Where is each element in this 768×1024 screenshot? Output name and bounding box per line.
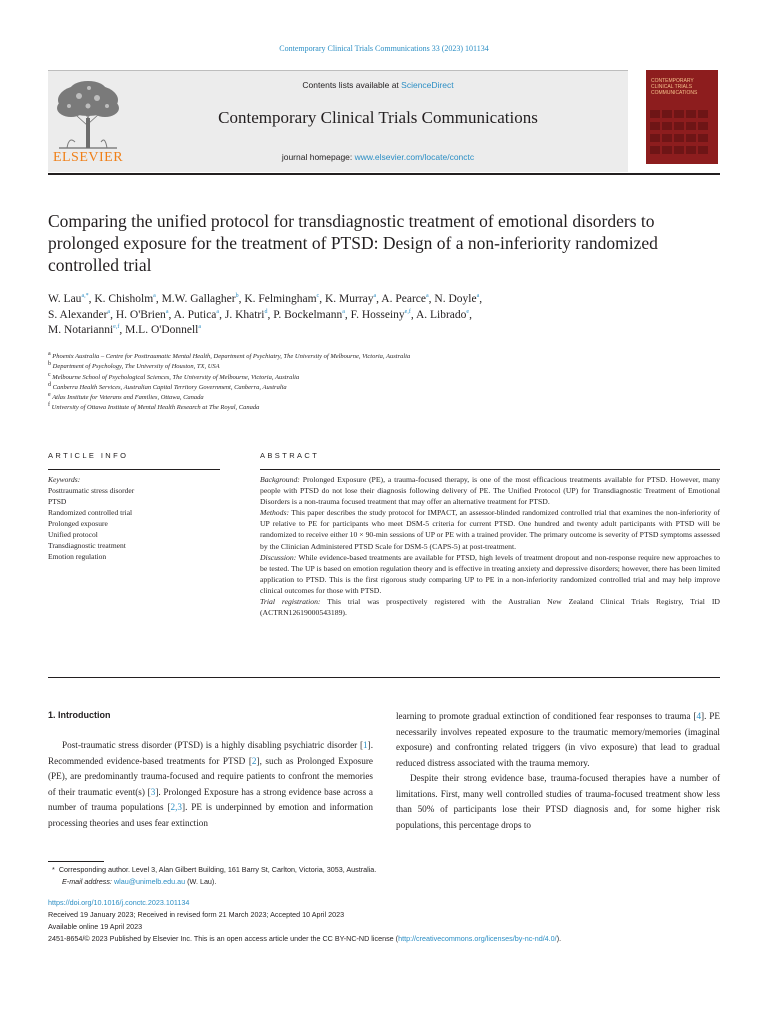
paragraph-text: learning to promote gradual extinction of conditioned fear responses to trauma [ — [396, 711, 697, 721]
keyword-item: PTSD — [48, 497, 67, 506]
affiliation-item — [48, 393, 728, 403]
corresponding-marker: * — [52, 865, 55, 874]
abstract-section-text: This paper describes the study protocol for IMPACT, an assessor-blinded randomized controlled trial that examines the non-inferiority of UP relative to PE for participants who meet DSM-5 criteria for current PTSD. One hundred and twenty adult participants with PTSD will be randomized to receive either 10 × 90-min sessions of UP or PE with a trained provider. The primary outcome is severity of PTSD symptoms assessed by the Clinician Administered PTSD Scale for DSM-5 (CAPS-5) at post-treatment. — [260, 508, 720, 551]
abstract-section — [260, 552, 720, 596]
article-title: Comparing the unified protocol for transdiagnostic treatment of emotional disorders to prolonged exposure for the treatment of PTSD: Design of a non-inferiority randomized controlled trial — [48, 211, 658, 275]
author-affiliation-marker[interactable]: a — [476, 293, 480, 300]
sciencedirect-link[interactable]: ScienceDirect — [401, 80, 454, 90]
author-name[interactable]: A. Librado — [415, 308, 467, 321]
abstract-section-text: While evidence-based treatments are available for PTSD, high levels of treatment dropout and non-response require new approaches to be tested. The UP is based on emotion regulation theory and is effective in treating anxiety and depressive disorders; however, there has been limited application to PTSD. This is the first rigorous study comparing UP to PE in a non-inferiority randomized controlled trial and may help improve clinical outcomes for those with PTSD. — [260, 552, 720, 595]
contents-availability — [130, 80, 626, 90]
abstract-divider — [260, 469, 720, 470]
author-line — [48, 292, 728, 308]
author-name[interactable]: H. O'Brien — [115, 308, 166, 321]
intro-right-column — [396, 709, 720, 833]
cover-title-line: COMMUNICATIONS — [651, 90, 698, 96]
author-name[interactable]: M. Notarianni — [48, 324, 114, 336]
available-online: Available online 19 April 2023 — [48, 922, 143, 931]
affiliation-item — [48, 373, 728, 383]
paragraph-text: ]. Prolonged Exposure has a strong evidence base across a number of trauma populations [ — [48, 786, 373, 812]
author-separator: , — [238, 293, 245, 305]
elsevier-tree-logo — [49, 78, 127, 150]
author-name[interactable]: M.W. Gallagher — [161, 293, 236, 305]
paragraph-text: ]. PE necessarily involves repeated exposure to the traumatic memory/memories (imaginal exposure) and confronting related triggers (in vivo exposure) that lead to gradual reduced distress associated with the trauma memory. — [396, 711, 720, 768]
license-suffix: ). — [556, 934, 562, 943]
intro-paragraph-2: Despite their strong evidence base, trauma-focused therapies have a number of limitations. First, many well controlled studies of trauma-focused treatment show less than 50% of participants lose their PTSD diagnosis and, for some higher risk populations, this percentage drops to — [396, 773, 720, 830]
cover-title-line: CLINICAL TRIALS — [651, 84, 693, 90]
author-affiliation-marker[interactable]: a — [426, 293, 429, 300]
author-separator: , — [110, 308, 116, 321]
keyword-item: Transdiagnostic treatment — [48, 541, 126, 550]
corresponding-author-text: Corresponding author. Level 3, Alan Gilbert Building, 161 Barry St, Carlton, Victoria, 3053, Australia. — [58, 865, 377, 874]
license-prefix: 2451-8654/© 2023 Published by Elsevier Inc. This is an open access article under the CC BY-NC-ND license ( — [48, 934, 399, 943]
author-name[interactable]: K. Murray — [324, 293, 374, 305]
author-affiliation-marker[interactable]: a — [107, 308, 111, 315]
author-affiliation-marker[interactable]: e — [466, 308, 470, 315]
author-affiliation-marker[interactable]: c — [316, 293, 320, 300]
footnote-divider — [48, 861, 104, 862]
author-name[interactable]: S. Alexander — [48, 308, 108, 321]
intro-paragraph-continued — [396, 709, 720, 771]
section-heading-introduction: 1. Introduction — [48, 710, 111, 720]
paragraph-text: Post-traumatic stress disorder (PTSD) is a highly disabling psychiatric disorder [ — [62, 740, 364, 750]
corresponding-author-note — [52, 864, 720, 876]
abstract-section-text: Prolonged Exposure (PE), a trauma-focused therapy, is one of the most efficacious treatments available for PTSD. However, many people with PTSD do not lose their diagnosis following delivery of PE. The Unified Protocol (UP) for Transdiagnostic Treatment of Emotional Disorders is a non-trauma focused treatment that may offer an alternative treatment for PTSD. — [260, 475, 720, 507]
journal-title: Contemporary Clinical Trials Communications — [218, 108, 538, 127]
intro-paragraph-1 — [48, 738, 373, 831]
author-separator: , — [410, 308, 416, 321]
citation-link[interactable]: 2,3 — [170, 802, 183, 812]
author-separator: , — [319, 293, 325, 305]
author-separator: , — [479, 293, 483, 305]
journal-cover-image — [646, 70, 718, 164]
affiliation-text: Phoenix Australia – Centre for Posttraumatic Mental Health, Department of Psychiatry, The University of Melbourne, Victoria, Australia — [52, 353, 411, 360]
affiliations-list — [48, 352, 728, 414]
affiliation-item — [48, 403, 728, 413]
author-affiliation-marker[interactable]: a — [153, 293, 156, 300]
abstract-section-text: This trial was prospectively registered with the Australian New Zealand Clinical Trials Registry, Trial ID (ACTRN12619000543189). — [260, 597, 720, 618]
received-dates: Received 19 January 2023; Received in revised form 21 March 2023; Accepted 10 April 2023 — [48, 910, 345, 919]
author-affiliation-marker[interactable]: a — [342, 308, 345, 315]
citation-link[interactable]: 1 — [363, 740, 368, 750]
journal-reference-link[interactable]: Contemporary Clinical Trials Communications 33 (2023) 101134 — [279, 44, 489, 53]
author-affiliation-marker[interactable]: a — [198, 324, 202, 331]
author-name[interactable]: N. Doyle — [434, 293, 477, 305]
author-name[interactable]: J. Khatri — [224, 308, 265, 321]
email-note — [52, 876, 720, 888]
citation-link[interactable]: 2 — [251, 755, 257, 766]
affiliation-item — [48, 362, 728, 372]
affiliation-item — [48, 352, 728, 362]
author-separator: , — [88, 293, 95, 305]
paragraph-text: ]. PE is underpinned by emotion and information processing theories and uses fear extinction — [48, 802, 373, 828]
author-separator: , — [168, 308, 174, 321]
affiliation-item — [48, 383, 728, 393]
author-separator: , — [119, 324, 126, 336]
author-name[interactable]: P. Bockelmann — [273, 308, 343, 321]
homepage-link[interactable]: www.elsevier.com/locate/conctc — [354, 152, 475, 162]
author-separator: , — [219, 308, 225, 321]
keyword-list — [48, 485, 220, 562]
author-separator: , — [428, 293, 435, 305]
license-line — [48, 933, 728, 945]
cover-art — [646, 70, 718, 164]
affiliation-key: b — [48, 361, 51, 368]
elsevier-logo-text: ELSEVIER — [52, 150, 124, 165]
keyword-item: Emotion regulation — [48, 552, 107, 561]
email-suffix: (W. Lau). — [185, 877, 217, 886]
abstract-section — [260, 474, 720, 507]
citation-link[interactable]: 3 — [150, 786, 156, 797]
author-separator: , — [267, 308, 274, 321]
keyword-item: Prolonged exposure — [48, 519, 108, 528]
author-name[interactable]: K. Chisholm — [94, 293, 154, 305]
author-name[interactable]: K. Felmingham — [244, 293, 317, 305]
abstract-heading: ABSTRACT — [260, 451, 320, 460]
paragraph-text: ]. Recommended evidence-based treatments for PTSD [ — [48, 740, 373, 766]
abstract-section-label: Methods: — [260, 508, 290, 518]
author-separator: , — [469, 308, 472, 321]
abstract-section-label: Trial registration: — [260, 597, 321, 607]
author-name[interactable]: A. Putica — [173, 308, 217, 321]
author-name[interactable]: A. Pearce — [381, 293, 426, 305]
homepage-prefix: journal homepage: — [281, 152, 355, 162]
author-affiliation-marker[interactable]: d — [264, 308, 268, 315]
author-affiliation-marker[interactable]: a,* — [81, 293, 89, 300]
author-name[interactable]: M.L. O'Donnell — [125, 324, 199, 336]
header-divider — [48, 173, 720, 175]
author-affiliation-marker[interactable]: a — [216, 308, 220, 315]
author-line — [48, 308, 728, 324]
email-label: E-mail address: — [62, 877, 112, 886]
affiliation-key: e — [48, 392, 51, 399]
author-affiliation-marker[interactable]: e,f — [113, 324, 120, 331]
abstract-section-label: Discussion: — [260, 552, 297, 562]
affiliation-key: c — [48, 371, 51, 378]
affiliation-key: d — [48, 381, 51, 388]
abstract-body — [260, 474, 720, 618]
author-separator: , — [155, 293, 162, 305]
affiliation-text: Melbourne School of Psychological Sciences, The University of Melbourne, Victoria, Australia — [52, 373, 300, 381]
paragraph-text: ], such as Prolonged Exposure (PE), are predominantly trauma-focused and require patients to confront the memories of their traumatic event(s) [ — [48, 755, 373, 797]
author-affiliation-marker[interactable]: e,f — [404, 308, 411, 315]
author-separator: , — [376, 293, 382, 305]
publication-info — [48, 897, 728, 945]
keywords-panel — [48, 474, 220, 562]
author-list — [48, 292, 728, 339]
abstract-section — [260, 596, 720, 618]
affiliation-text: Canberra Health Services, Australian Capital Territory Government, Canberra, Australia — [52, 383, 287, 391]
abstract-section-label: Background: — [260, 475, 300, 484]
abstract-section — [260, 507, 720, 551]
keywords-label: Keywords: — [48, 475, 81, 484]
affiliation-key: f — [48, 402, 50, 409]
affiliation-text: Department of Psychology, The University of Houston, TX, USA — [52, 363, 220, 371]
author-name[interactable]: W. Lau — [48, 293, 82, 305]
license-link[interactable]: http://creativecommons.org/licenses/by-nc-nd/4.0/ — [398, 934, 557, 943]
affiliation-text: Atlas Institute for Veterans and Families, Ottawa, Canada — [52, 394, 204, 402]
author-affiliation-marker[interactable]: a — [165, 308, 169, 315]
journal-homepage — [130, 152, 626, 162]
abstract-bottom-divider — [48, 677, 720, 678]
doi-link[interactable]: https://doi.org/10.1016/j.conctc.2023.101134 — [48, 898, 190, 907]
affiliation-key: a — [48, 350, 51, 357]
author-separator: , — [344, 308, 351, 321]
cover-title-line: CONTEMPORARY — [651, 78, 694, 84]
keyword-item: Posttraumatic stress disorder — [48, 486, 135, 495]
author-line — [48, 323, 728, 339]
author-affiliation-marker[interactable]: a — [373, 293, 377, 300]
keyword-item: Unified protocol — [48, 530, 98, 539]
keyword-item: Randomized controlled trial — [48, 508, 133, 517]
article-info-heading: ARTICLE INFO — [48, 451, 129, 460]
author-name[interactable]: F. Hosseiny — [350, 308, 405, 321]
affiliation-text: University of Ottawa Institute of Mental Health Research at The Royal, Canada — [51, 404, 260, 412]
contents-prefix: Contents lists available at — [302, 80, 402, 90]
citation-link[interactable]: 4 — [696, 711, 702, 721]
article-info-divider — [48, 469, 220, 470]
intro-left-column — [48, 738, 373, 831]
author-affiliation-marker[interactable]: b — [235, 293, 239, 300]
header-top-divider — [48, 70, 628, 71]
footnotes — [52, 864, 720, 888]
email-link[interactable]: wlau@unimelb.edu.au — [113, 877, 186, 886]
